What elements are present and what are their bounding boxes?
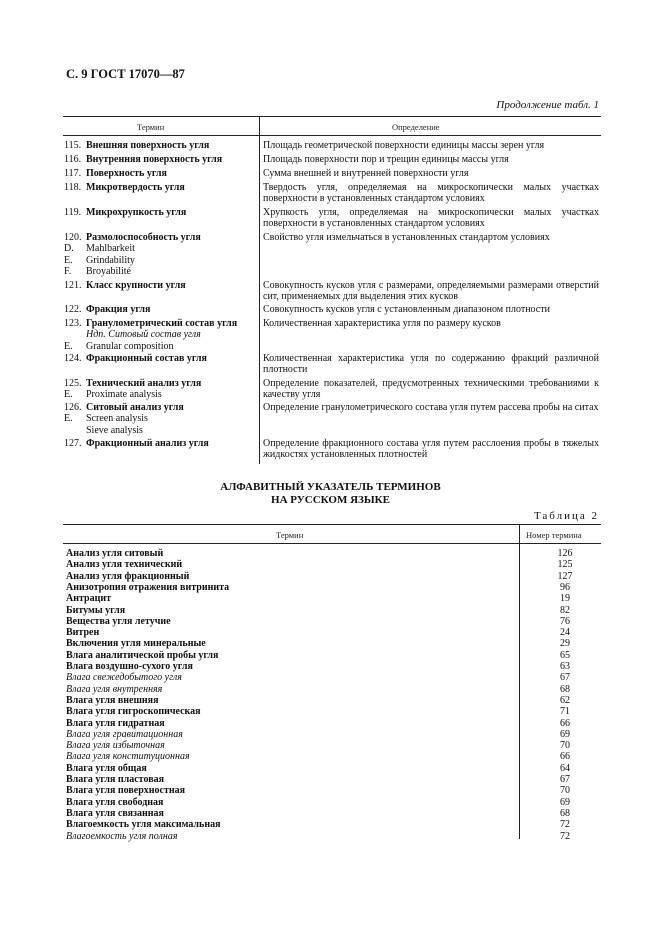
term-text: Grindability <box>86 254 135 266</box>
index-row <box>66 695 601 706</box>
index-term: Влага угля общая <box>66 762 147 774</box>
table1-top-rule <box>63 116 601 117</box>
term-number: 125. <box>64 378 82 389</box>
index-term: Влага угля гравитационная <box>66 728 183 740</box>
term-number: 127. <box>64 438 82 449</box>
index-term-number: 19 <box>560 593 570 605</box>
index-term-number: 68 <box>560 683 570 695</box>
term-text: Микрохрупкость угля <box>86 207 187 218</box>
term-text: Фракция угля <box>86 304 151 315</box>
term-text: Внутренняя поверхность угля <box>86 154 223 165</box>
index-term: Антрацит <box>66 593 112 605</box>
definition-cell: Совокупность кусков угля с размерами, определяемыми размерами отверстий сит, применяемых для выделения этих кусков <box>263 280 599 303</box>
term-cell <box>64 207 254 218</box>
term-line <box>64 329 254 340</box>
index-term-number: 29 <box>560 638 570 650</box>
index-term: Влага воздушно-сухого угля <box>66 661 193 672</box>
index-term: Битумы угля <box>66 604 126 616</box>
term-cell <box>64 182 254 193</box>
index-term: Вещества угля летучие <box>66 615 171 627</box>
term-text: Proximate analysis <box>86 389 162 401</box>
index-term: Влага угля избыточная <box>66 740 165 752</box>
term-text: Класс крупности угля <box>86 280 186 291</box>
index-term-number: 69 <box>560 728 570 740</box>
index-row <box>66 785 601 796</box>
term-line <box>64 182 254 193</box>
term-number: F. <box>64 266 72 278</box>
term-cell <box>64 154 254 165</box>
table1-header-rule <box>63 135 601 136</box>
index-term-number: 72 <box>560 819 570 831</box>
term-cell <box>64 318 254 352</box>
term-line <box>64 304 254 315</box>
index-term: Влага угля свободная <box>66 796 164 808</box>
term-text: Размолоспособность угля <box>86 232 201 243</box>
term-cell <box>64 353 254 364</box>
index-term: Анализ угля технический <box>66 559 183 571</box>
term-line <box>64 402 254 413</box>
index-row <box>66 627 601 638</box>
page-header: С. 9 ГОСТ 17070—87 <box>66 67 185 81</box>
term-number: 118. <box>64 182 82 193</box>
index-row <box>66 672 601 683</box>
index-title-line1: АЛФАВИТНЫЙ УКАЗАТЕЛЬ ТЕРМИНОВ <box>220 481 441 493</box>
definition-cell: Площадь геометрической поверхности единицы массы зерен угля <box>263 140 545 151</box>
term-text: Screen analysis <box>86 413 148 425</box>
index-term-number: 126 <box>557 548 573 559</box>
term-cell <box>64 140 254 151</box>
term-number: E. <box>64 254 73 266</box>
term-number: 115. <box>64 140 82 151</box>
index-term-number: 125 <box>557 559 573 571</box>
term-number: 117. <box>64 168 82 179</box>
index-term-number: 67 <box>560 672 570 684</box>
index-row <box>66 797 601 808</box>
index-title-line2: НА РУССКОМ ЯЗЫКЕ <box>271 494 390 506</box>
table2-top-rule <box>63 524 601 525</box>
definition-cell: Определение гранулометрического состава угля путем рассева пробы на ситах <box>263 402 599 413</box>
term-text: Гранулометрический состав угля <box>86 318 238 329</box>
term-text: Mahlbarkeit <box>86 243 135 255</box>
index-row <box>66 808 601 819</box>
index-term-number: 72 <box>560 830 570 842</box>
term-line <box>64 255 254 266</box>
term-cell <box>64 232 254 278</box>
term-line <box>64 413 254 424</box>
definition-cell: Определение фракционного состава угля путем расслоения пробы в тяжелых жидкостях установленных плотностей <box>263 438 599 461</box>
index-term: Влага угля связанная <box>66 807 164 819</box>
index-row <box>66 831 601 842</box>
index-term-number: 70 <box>560 785 570 797</box>
term-line <box>64 425 254 436</box>
term-line <box>64 243 254 254</box>
index-term: Витрен <box>66 627 100 639</box>
term-text: Фракционный состав угля <box>86 353 207 364</box>
index-term-number: 68 <box>560 807 570 819</box>
term-number: 116. <box>64 154 82 165</box>
index-term: Анализ угля ситовый <box>66 548 164 559</box>
term-line <box>64 140 254 151</box>
term-text: Ндп. Ситовый состав угля <box>86 329 201 341</box>
index-term-number: 76 <box>560 615 570 627</box>
term-cell <box>64 378 254 401</box>
term-number: 121. <box>64 280 82 291</box>
index-term-number: 70 <box>560 740 570 752</box>
index-row <box>66 819 601 830</box>
table1-col-term-header: Термин <box>137 122 165 132</box>
definition-cell: Твердость угля, определяемая на микроскопически малых участках поверхности в установленных стандартом условиях <box>263 182 599 205</box>
term-text: Granular composition <box>86 340 174 352</box>
index-term: Влага угля внешняя <box>66 694 159 706</box>
definition-cell: Площадь поверхности пор и трещин единицы массы угля <box>263 154 509 165</box>
index-term-number: 63 <box>560 661 570 672</box>
index-row <box>66 684 601 695</box>
term-number: E. <box>64 413 73 425</box>
index-term: Влагоемкость угля максимальная <box>66 819 221 831</box>
table2-header-rule <box>63 543 601 544</box>
index-row <box>66 548 601 559</box>
index-row <box>66 718 601 729</box>
index-term-number: 127 <box>557 570 573 582</box>
term-line <box>64 232 254 243</box>
index-term: Влага угля конституционная <box>66 751 190 763</box>
term-number: E. <box>64 340 73 352</box>
index-term-number: 82 <box>560 604 570 616</box>
term-line <box>64 280 254 291</box>
term-number: 123. <box>64 318 82 329</box>
term-line <box>64 266 254 277</box>
term-line <box>64 207 254 218</box>
index-row <box>66 638 601 649</box>
term-line <box>64 318 254 329</box>
index-term-number: 71 <box>560 706 570 718</box>
index-row <box>66 661 601 672</box>
term-text: Broyabilité <box>86 266 131 278</box>
definition-cell: Сумма внешней и внутренней поверхности угля <box>263 168 469 179</box>
term-text: Фракционный анализ угля <box>86 438 209 449</box>
index-term: Влагоемкость угля полная <box>66 830 178 842</box>
term-number: 124. <box>64 353 82 364</box>
term-text: Поверхность угля <box>86 168 167 179</box>
term-line <box>64 378 254 389</box>
index-row <box>66 706 601 717</box>
term-number: 120. <box>64 232 82 243</box>
index-term-number: 96 <box>560 581 570 593</box>
index-term-number: 66 <box>560 717 570 729</box>
index-row <box>66 774 601 785</box>
index-term: Влага аналитической пробы угля <box>66 649 219 661</box>
index-term: Влага угля гидратная <box>66 717 165 729</box>
table2-col-term-header: Термин <box>276 530 304 540</box>
term-cell <box>64 168 254 179</box>
definition-cell: Количественная характеристика угля по размеру кусков <box>263 318 501 329</box>
index-row <box>66 593 601 604</box>
term-text: Технический анализ угля <box>86 378 202 389</box>
index-term-number: 65 <box>560 649 570 661</box>
definition-cell: Свойство угля измельчаться в установленных стандартом условиях <box>263 232 550 243</box>
term-number: 126. <box>64 402 82 413</box>
definition-cell: Совокупность кусков угля с установленным диапазоном плотности <box>263 304 550 315</box>
index-term: Влага угля поверхностная <box>66 785 186 797</box>
term-cell <box>64 438 254 449</box>
term-line <box>64 438 254 449</box>
term-line <box>64 154 254 165</box>
index-term: Влага свежедобытого угля <box>66 672 182 684</box>
index-term: Анизотропия отражения витринита <box>66 581 230 593</box>
term-cell <box>64 304 254 315</box>
definition-cell: Хрупкость угля, определяемая на микроскопически малых участках поверхности в установленных стандартом условиях <box>263 207 599 230</box>
definition-cell: Количественная характеристика угля по содержанию фракций различной плотности <box>263 353 599 376</box>
term-line <box>64 341 254 352</box>
term-text: Sieve analysis <box>86 424 143 436</box>
index-term-number: 66 <box>560 751 570 763</box>
index-row <box>66 605 601 616</box>
table1-col-def-header: Определение <box>392 122 440 132</box>
index-row <box>66 650 601 661</box>
index-term-number: 67 <box>560 774 570 785</box>
term-number: E. <box>64 389 73 401</box>
index-term-number: 64 <box>560 762 570 774</box>
index-row <box>66 582 601 593</box>
index-term: Влага угля гигроскопическая <box>66 706 201 718</box>
index-term: Анализ угля фракционный <box>66 570 190 582</box>
index-row <box>66 559 601 570</box>
table1-column-divider <box>259 116 260 464</box>
term-line <box>64 168 254 179</box>
index-term: Влага угля внутренняя <box>66 683 163 695</box>
index-row <box>66 571 601 582</box>
index-term-number: 69 <box>560 796 570 808</box>
index-term: Включения угля минеральные <box>66 638 206 650</box>
term-text: Внешняя поверхность угля <box>86 140 210 151</box>
table2-label: Таблица 2 <box>533 510 599 522</box>
term-cell <box>64 402 254 436</box>
index-row <box>66 740 601 751</box>
term-cell <box>64 280 254 291</box>
term-number: 122. <box>64 304 82 315</box>
term-text: Ситовый анализ угля <box>86 402 184 413</box>
definition-cell: Определение показателей, предусмотренных техническими требованиями к качеству угля <box>263 378 599 401</box>
term-line <box>64 389 254 400</box>
term-number: D. <box>64 243 74 255</box>
index-term-number: 62 <box>560 694 570 706</box>
table2-col-num-header: Номер термина <box>526 530 582 540</box>
index-row <box>66 751 601 762</box>
term-text: Микротвердость угля <box>86 182 185 193</box>
index-term: Влага угля пластовая <box>66 774 165 785</box>
table-continuation-label: Продолжение табл. 1 <box>496 99 599 111</box>
index-term-number: 24 <box>560 627 570 639</box>
index-row <box>66 729 601 740</box>
term-line <box>64 353 254 364</box>
term-number: 119. <box>64 207 82 218</box>
index-row <box>66 616 601 627</box>
index-row <box>66 763 601 774</box>
